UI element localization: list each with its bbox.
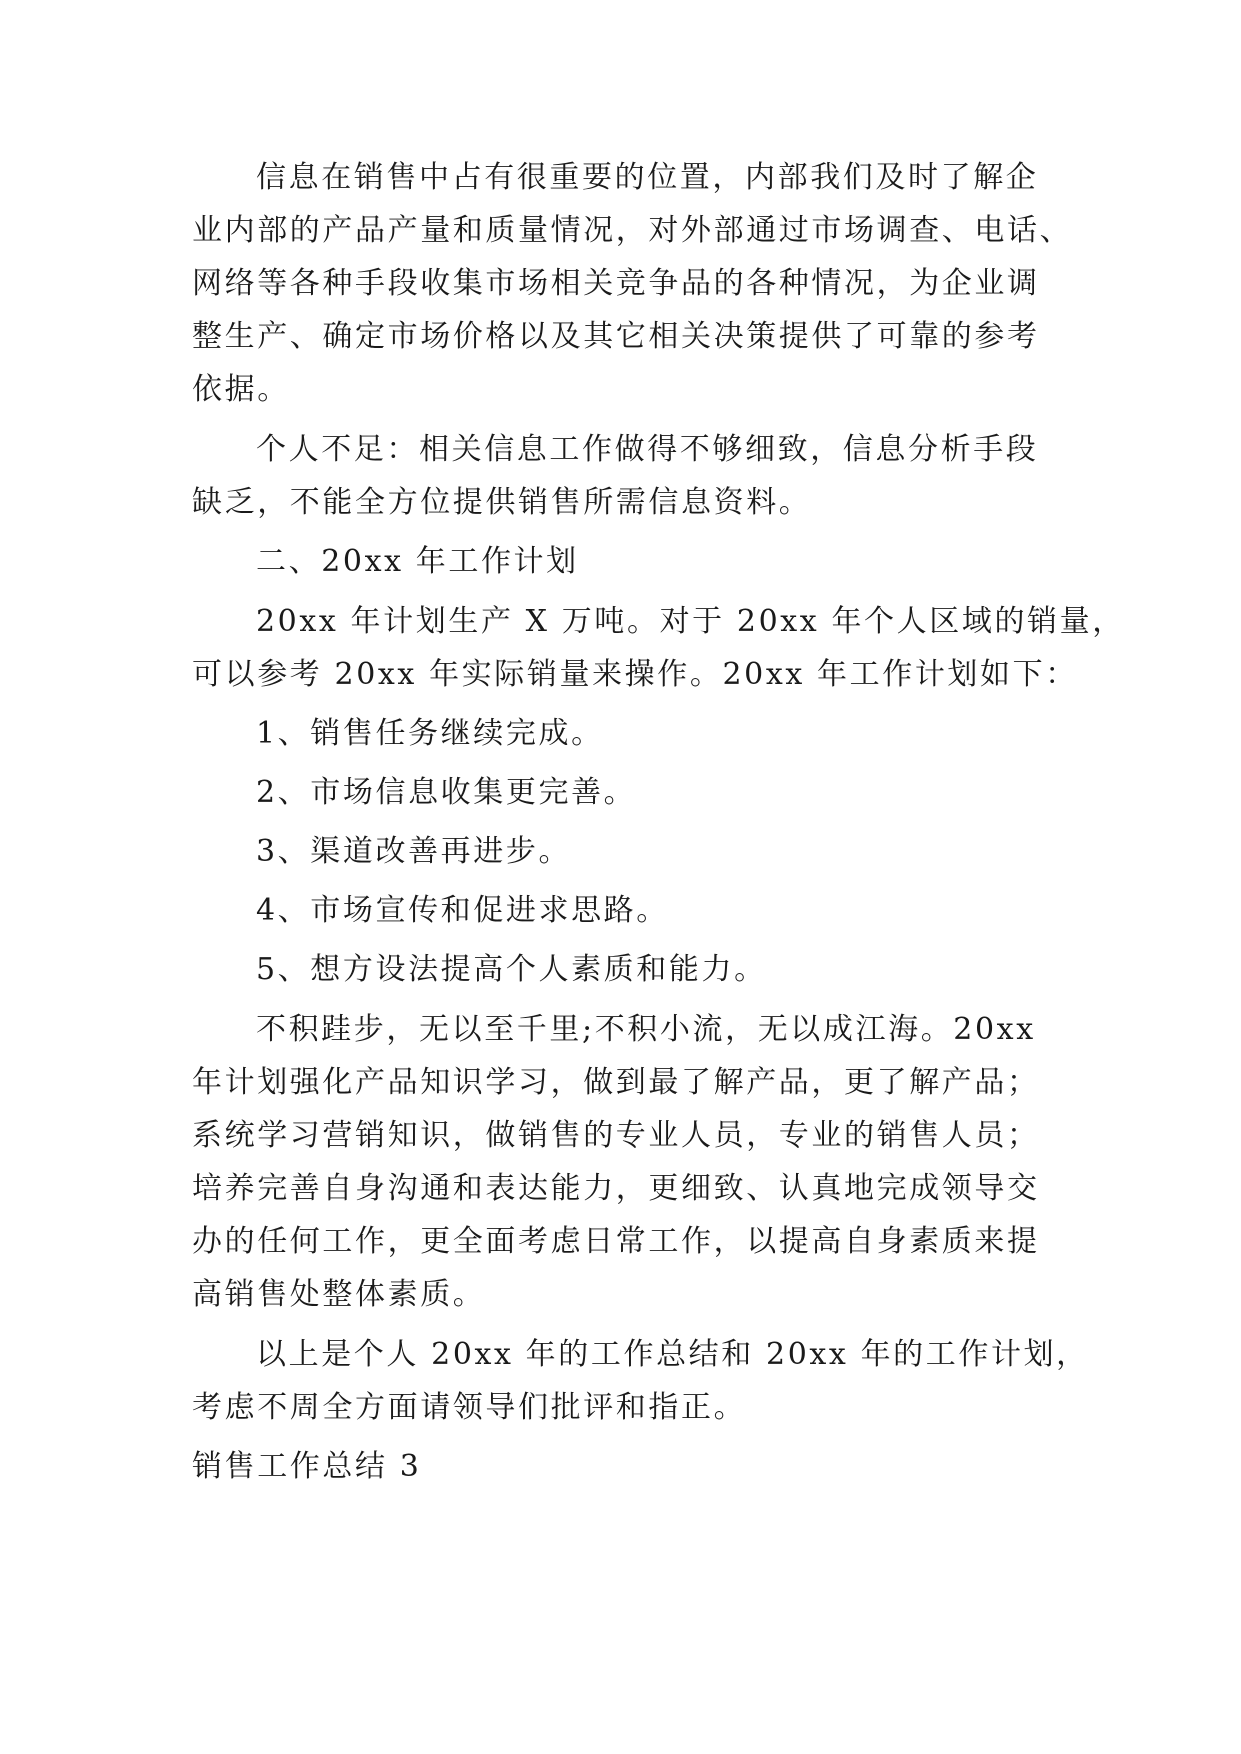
text-line: 依据。 bbox=[192, 372, 290, 407]
text-line: 以上是个人 20xx 年的工作总结和 20xx 年的工作计划， bbox=[256, 1337, 1089, 1372]
list-item: 2、市场信息收集更完善。 bbox=[256, 775, 637, 810]
text-line: 业内部的产品产量和质量情况，对外部通过市场调查、电话、 bbox=[192, 213, 1073, 248]
list-item: 1、销售任务继续完成。 bbox=[256, 716, 604, 751]
text-line: 信息在销售中占有很重要的位置，内部我们及时了解企 bbox=[256, 160, 1039, 195]
list-item: 5、想方设法提高个人素质和能力。 bbox=[256, 952, 767, 987]
text-line: 缺乏，不能全方位提供销售所需信息资料。 bbox=[192, 485, 812, 520]
text-line: 网络等各种手段收集市场相关竞争品的各种情况，为企业调 bbox=[192, 266, 1040, 301]
text-line: 系统学习营销知识，做销售的专业人员，专业的销售人员； bbox=[192, 1118, 1040, 1153]
section-title: 销售工作总结 3 bbox=[192, 1449, 422, 1484]
text-line: 考虑不周全方面请领导们批评和指正。 bbox=[192, 1390, 747, 1425]
text-line: 高销售处整体素质。 bbox=[192, 1277, 486, 1312]
list-item: 4、市场宣传和促进求思路。 bbox=[256, 893, 669, 928]
section-heading: 二、20xx 年工作计划 bbox=[256, 544, 579, 579]
text-line: 办的任何工作，更全面考虑日常工作，以提高自身素质来提 bbox=[192, 1224, 1040, 1259]
text-line: 个人不足：相关信息工作做得不够细致，信息分析手段 bbox=[256, 432, 1039, 467]
list-item: 3、渠道改善再进步。 bbox=[256, 834, 572, 869]
text-line: 可以参考 20xx 年实际销量来操作。20xx 年工作计划如下： bbox=[192, 657, 1078, 692]
text-line: 培养完善自身沟通和表达能力，更细致、认真地完成领导交 bbox=[192, 1171, 1040, 1206]
text-line: 整生产、确定市场价格以及其它相关决策提供了可靠的参考 bbox=[192, 319, 1040, 354]
text-line: 20xx 年计划生产 X 万吨。对于 20xx 年个人区域的销量， bbox=[256, 604, 1125, 639]
text-line: 年计划强化产品知识学习，做到最了解产品，更了解产品； bbox=[192, 1065, 1040, 1100]
text-line: 不积跬步，无以至千里;不积小流，无以成江海。20xx bbox=[256, 1012, 1036, 1047]
